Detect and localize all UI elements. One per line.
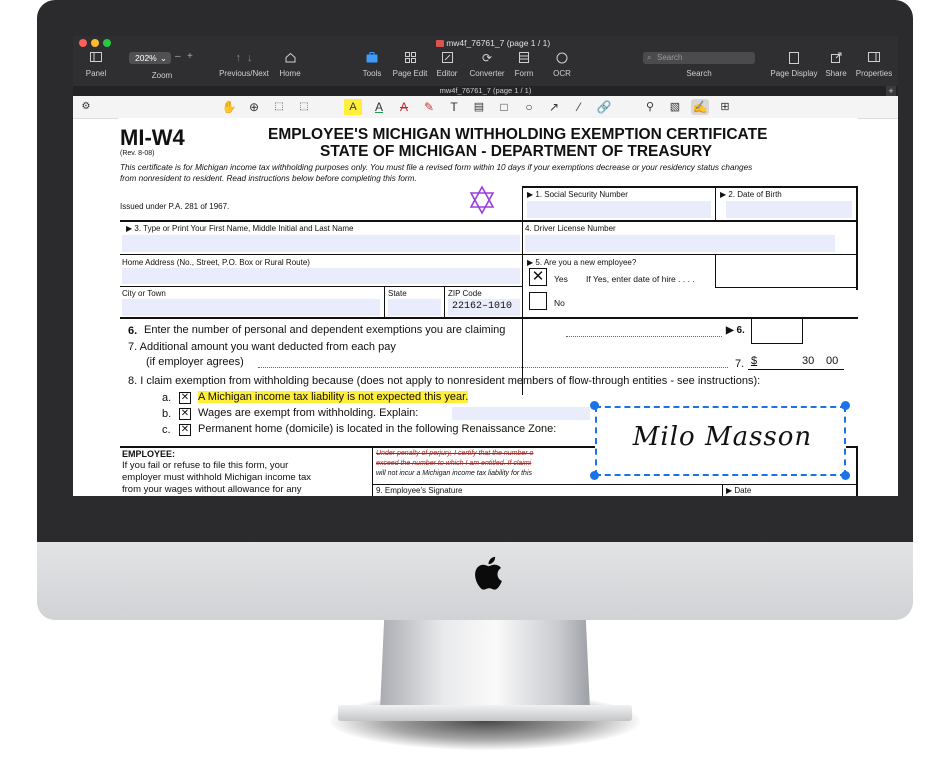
panel-button[interactable]	[81, 38, 111, 78]
signature-tool-icon[interactable]: ✍	[692, 100, 708, 114]
city-label: City or Town	[122, 289, 166, 298]
form-title: EMPLOYEE'S MICHIGAN WITHHOLDING EXEMPTION CERTIFICATE	[268, 126, 768, 143]
monitor-stand	[380, 618, 590, 710]
signature-label: 9. Employee's Signature	[376, 486, 463, 495]
rule	[384, 286, 385, 318]
ocr-label: OCR	[553, 69, 571, 78]
panel-label: Panel	[85, 69, 107, 78]
rule	[522, 220, 523, 395]
zoom-value: 202%	[135, 53, 157, 63]
yes-label: Yes	[554, 274, 568, 284]
share-button[interactable]	[823, 38, 849, 78]
toolbar	[73, 36, 898, 86]
rule	[722, 484, 723, 496]
dollar-sign: $	[751, 355, 758, 367]
sidebar-icon	[81, 52, 111, 66]
address-label: Home Address (No., Street, P.O. Box or Rural Route)	[122, 258, 310, 267]
window-title-text: mw4f_76761_7 (page 1 / 1)	[446, 38, 551, 48]
hire-date-field[interactable]	[718, 258, 852, 286]
arrow-tool-icon[interactable]: ↗	[548, 100, 560, 114]
form-intro-line1: This certificate is for Michigan income tax withholding purposes only. You must file a revised form within 10 days if your exemptions decrease or your residency status changes	[120, 163, 753, 172]
chevron-down-icon: ⌄	[159, 53, 167, 63]
editor-label: Editor	[436, 69, 458, 78]
city-field[interactable]	[122, 299, 380, 316]
rule	[715, 254, 716, 288]
underline-tool-icon[interactable]: A	[374, 100, 383, 114]
line6-text: Enter the number of personal and dependent exemptions you are claiming	[144, 324, 506, 336]
home-label: Home	[279, 69, 301, 78]
check-mark-icon: ✕	[531, 268, 545, 285]
zip-value: 22162–1010	[452, 301, 513, 312]
line8-text: 8. I claim exemption from withholding because (does not apply to nonresident members of flow-through entities - see instructions):	[128, 375, 761, 387]
exemption-explain-field[interactable]	[452, 407, 590, 420]
document-tab-label: mw4f_76761_7 (page 1 / 1)	[439, 86, 532, 95]
ocr-button[interactable]	[549, 38, 575, 78]
monitor-stand-base	[338, 705, 632, 721]
converter-button[interactable]	[465, 38, 509, 78]
employee-text-line2: employer must withhold Michigan income tax	[122, 472, 312, 483]
resize-handle[interactable]	[841, 471, 850, 480]
employee-text-line1: If you fail or refuse to file this form, your	[122, 460, 289, 471]
previous-next-control	[213, 38, 275, 78]
rule	[372, 484, 858, 485]
search-label: Search	[686, 69, 712, 78]
employee-heading: EMPLOYEE:	[122, 449, 176, 459]
name-label-text: 3. Type or Print Your First Name, Middle Initial and Last Name	[134, 224, 354, 233]
form-intro-line2: from nonresident to resident. Read instructions below before completing this form.	[120, 174, 417, 183]
area-select-icon[interactable]: ⬚	[299, 101, 309, 112]
resize-handle[interactable]	[590, 471, 599, 480]
check-mark-icon: ✕	[180, 424, 190, 435]
zoom-label: Zoom	[151, 71, 173, 80]
dl-field[interactable]	[525, 235, 835, 252]
settings-icon[interactable]: ⚙	[81, 101, 91, 112]
link-tool-icon[interactable]: 🔗	[596, 100, 612, 114]
line8c-letter: c.	[162, 424, 171, 436]
zoom-out-button[interactable]: –	[175, 51, 181, 62]
search-input[interactable]	[643, 52, 755, 64]
form-icon	[511, 52, 537, 66]
rule	[522, 186, 858, 188]
toolbox-icon	[358, 52, 386, 66]
highlight-tool-icon[interactable]: A	[344, 99, 362, 115]
arrow-up-icon[interactable]: ↑	[235, 52, 241, 64]
check-mark-icon: ✕	[180, 408, 190, 419]
home-button[interactable]	[275, 38, 305, 78]
rule	[120, 286, 522, 287]
line-tool-icon[interactable]: ⁄	[577, 100, 580, 114]
annotation-toolbar	[73, 96, 898, 119]
hire-date-note: If Yes, enter date of hire . . . .	[586, 274, 695, 284]
form-revision: (Rev. 8-08)	[120, 150, 155, 157]
dl-label: 4. Driver License Number	[525, 224, 616, 233]
rule	[856, 186, 858, 290]
perjury-text-line1: Under penalty of perjury, I certify that the number o	[376, 450, 534, 457]
date-label-text: Date	[734, 486, 752, 495]
line8a-letter: a.	[162, 392, 172, 404]
signature-image: Milo Masson	[632, 422, 813, 452]
search-icon: ⌕	[647, 53, 652, 62]
ocr-icon	[549, 52, 575, 66]
line7-ref: 7.	[735, 358, 745, 370]
new-employee-no-checkbox[interactable]	[529, 292, 547, 310]
employee-text-line3: from your wages without allowance for any	[122, 484, 302, 495]
name-label: ▶ 3. Type or Print Your First Name, Middle Initial and Last Name	[126, 224, 354, 233]
no-label: No	[554, 298, 565, 308]
rule	[120, 317, 858, 319]
exemption-a-checkbox[interactable]	[179, 392, 191, 404]
perjury-text-line3: will not incur a Michigan income tax liability for this	[376, 470, 533, 477]
exemption-b-text: Wages are exempt from withholding. Explain:	[198, 407, 419, 419]
marquee-select-icon[interactable]: ⬚	[274, 101, 284, 112]
tools-button[interactable]	[358, 38, 386, 78]
exemption-c-text: Permanent home (domicile) is located in the following Renaissance Zone:	[198, 423, 557, 435]
exemption-b-checkbox[interactable]	[179, 408, 191, 420]
address-field[interactable]	[122, 268, 520, 284]
search-placeholder: Search	[657, 53, 683, 62]
apple-logo-icon	[470, 553, 504, 593]
dot-leader	[258, 367, 728, 368]
ssn-field[interactable]	[527, 201, 711, 218]
document-tab[interactable]	[73, 86, 898, 96]
line7-subtext: (if employer agrees)	[146, 356, 244, 368]
properties-icon	[853, 52, 895, 66]
rule	[715, 287, 858, 288]
amount-cents: 00	[826, 355, 839, 367]
line7-text: 7. Additional amount you want deducted from each pay	[128, 341, 396, 353]
form-subtitle: STATE OF MICHIGAN - DEPARTMENT OF TREASURY	[320, 143, 713, 160]
image-tool-icon[interactable]: ▧	[669, 101, 681, 113]
rectangle-tool-icon[interactable]: □	[500, 100, 508, 114]
date-label: ▶ Date	[726, 486, 752, 495]
hand-tool-icon[interactable]: ✋	[221, 100, 237, 114]
perjury-text-line2: exceed the number to which I am entitled. If claimi	[376, 460, 532, 467]
add-tab-button[interactable]: +	[886, 86, 896, 96]
exemption-a-text: A Michigan income tax liability is not expected this year.	[198, 391, 469, 403]
page-display-button[interactable]	[767, 38, 821, 78]
rule	[120, 254, 858, 255]
exemption-c-checkbox[interactable]	[179, 424, 191, 436]
circle-tool-icon[interactable]: ○	[525, 100, 533, 114]
app-window	[73, 36, 898, 496]
rule	[522, 186, 523, 220]
dob-label-text: 2. Date of Birth	[728, 190, 782, 199]
dob-label: ▶ 2. Date of Birth	[720, 190, 782, 199]
zoom-tool-icon[interactable]: ⊕	[248, 100, 260, 114]
arrow-down-icon[interactable]: ↓	[247, 52, 253, 64]
star-stamp-icon[interactable]	[468, 185, 496, 215]
ssn-label: ▶ 1. Social Security Number	[527, 190, 628, 199]
rule	[372, 446, 373, 496]
exemptions-field[interactable]	[751, 318, 803, 344]
edit-icon	[433, 52, 461, 66]
zoom-select[interactable]	[129, 52, 171, 64]
line8b-letter: b.	[162, 408, 172, 420]
table-tool-icon[interactable]: ⊞	[720, 101, 730, 113]
dob-field[interactable]	[726, 201, 852, 218]
line6-ref: ▶ 6.	[726, 325, 745, 336]
resize-handle[interactable]	[841, 401, 850, 410]
rule	[444, 286, 445, 318]
rule	[856, 446, 858, 496]
convert-icon: ⟳	[481, 51, 493, 65]
ssn-label-text: 1. Social Security Number	[535, 190, 628, 199]
new-employee-yes-checkbox[interactable]	[529, 268, 547, 286]
new-employee-label: ▶ 5. Are you a new employee?	[527, 258, 637, 267]
issued-text: Issued under P.A. 281 of 1967.	[120, 202, 230, 211]
page-display-icon	[767, 52, 821, 66]
form-label: Form	[514, 69, 534, 78]
line6-ref-text: 6.	[736, 325, 745, 336]
prev-next-icons	[213, 52, 275, 66]
resize-handle[interactable]	[590, 401, 599, 410]
new-employee-label-text: 5. Are you a new employee?	[535, 258, 637, 267]
converter-label: Converter	[469, 69, 505, 78]
prev-next-label: Previous/Next	[219, 69, 269, 78]
editor-button[interactable]	[433, 38, 461, 78]
note-tool-icon[interactable]: ▤	[473, 101, 485, 113]
strikethrough-tool-icon[interactable]: A	[399, 100, 408, 114]
tools-label: Tools	[362, 69, 382, 78]
text-tool-icon[interactable]: T	[450, 100, 458, 114]
name-field[interactable]	[122, 235, 520, 252]
rule	[715, 186, 716, 220]
check-mark-icon: ✕	[180, 392, 190, 403]
stamp-tool-icon[interactable]: ⚲	[645, 101, 655, 113]
line6-number: 6.	[128, 325, 138, 337]
rule	[120, 220, 858, 222]
state-field[interactable]	[388, 299, 441, 316]
pen-tool-icon[interactable]: ✎	[423, 100, 435, 114]
properties-label: Properties	[855, 69, 893, 78]
grid-icon	[391, 52, 429, 66]
pdf-page	[118, 118, 858, 496]
amount-dollars: 30	[802, 355, 815, 367]
page-edit-button[interactable]	[391, 38, 429, 78]
home-icon	[275, 52, 305, 66]
page-edit-label: Page Edit	[392, 69, 428, 78]
page-display-label: Page Display	[770, 69, 818, 78]
zoom-in-button[interactable]: +	[187, 51, 193, 62]
properties-button[interactable]	[853, 38, 895, 78]
zip-label: ZIP Code	[448, 289, 482, 298]
state-label: State	[388, 289, 407, 298]
form-button[interactable]	[511, 38, 537, 78]
dot-leader	[566, 336, 722, 337]
form-code: MI-W4	[120, 125, 185, 150]
share-icon	[823, 52, 849, 66]
share-label: Share	[825, 69, 847, 78]
signature-selection[interactable]	[595, 406, 846, 476]
